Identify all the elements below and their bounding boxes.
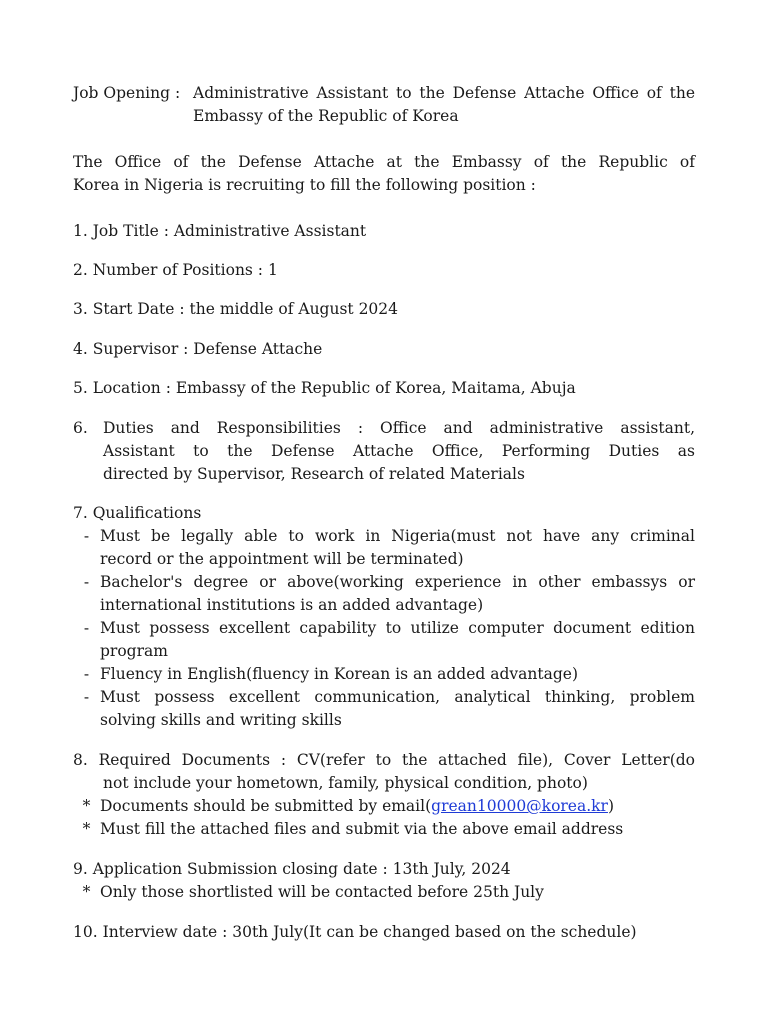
item-location: 5. Location : Embassy of the Republic of Korea, Maitama, Abuja	[73, 379, 576, 397]
duties-line-3: directed by Supervisor, Research of related Materials	[103, 465, 525, 483]
qualification-bullet: - Fluency in English(fluency in Korean is an added advantage)	[83, 665, 578, 683]
item-closing-date	[73, 858, 695, 904]
qualification-bullet: - Must be legally able to work in Nigeria(must not have any criminal record or the appointment will be terminated)	[83, 527, 695, 568]
item-number-of-positions: 2. Number of Positions : 1	[73, 261, 278, 279]
duties-number: 6.	[73, 419, 88, 437]
item-job-title: 1. Job Title : Administrative Assistant	[73, 222, 367, 240]
job-opening-heading	[73, 82, 695, 128]
documents-line-1: 8. Required Documents : CV(refer to the attached file), Cover Letter(do	[73, 751, 695, 769]
documents-note-attached-files: * Must fill the attached files and submit via the above email address	[82, 820, 624, 838]
email-link[interactable]: grean10000@korea.kr	[431, 797, 608, 815]
qualification-bullet: - Must possess excellent capability to utilize computer document edition program	[83, 619, 695, 660]
item-supervisor: 4. Supervisor : Defense Attache	[73, 340, 323, 358]
closing-note: * Only those shortlisted will be contacted before 25th July	[82, 883, 544, 901]
qualifications-title: 7. Qualifications	[73, 504, 202, 522]
intro-paragraph	[73, 151, 695, 197]
intro-line-1: The Office of the Defense Attache at the Embassy of the Republic of	[73, 153, 695, 171]
item-interview-date: 10. Interview date : 30th July(It can be changed based on the schedule)	[73, 923, 637, 941]
item-start-date: 3. Start Date : the middle of August 2024	[73, 300, 399, 318]
item-duties	[73, 417, 695, 486]
heading-line-2: Embassy of the Republic of Korea	[193, 107, 459, 125]
heading-line-1: Administrative Assistant to the Defense Attache Office of the	[193, 84, 695, 102]
closing-date-line: 9. Application Submission closing date : 13th July, 2024	[73, 860, 511, 878]
qualification-bullet: - Bachelor's degree or above(working experience in other embassys or international institutions is an added advantage)	[83, 573, 695, 614]
item-qualifications	[73, 502, 695, 732]
job-posting-document	[73, 82, 695, 944]
heading-label: Job Opening :	[73, 84, 181, 102]
item-required-documents	[73, 749, 695, 841]
documents-note-email: * Documents should be submitted by email(grean10000@korea.kr)	[82, 797, 615, 815]
heading-text	[193, 82, 695, 128]
documents-line-2: not include your hometown, family, physical condition, photo)	[103, 774, 588, 792]
intro-line-2: Korea in Nigeria is recruiting to fill the following position :	[73, 176, 536, 194]
duties-line-1: Duties and Responsibilities : Office and administrative assistant,	[103, 419, 695, 437]
qualification-bullet: - Must possess excellent communication, analytical thinking, problem solving skills and writing skills	[83, 688, 695, 729]
duties-line-2: Assistant to the Defense Attache Office, Performing Duties as	[103, 442, 695, 460]
